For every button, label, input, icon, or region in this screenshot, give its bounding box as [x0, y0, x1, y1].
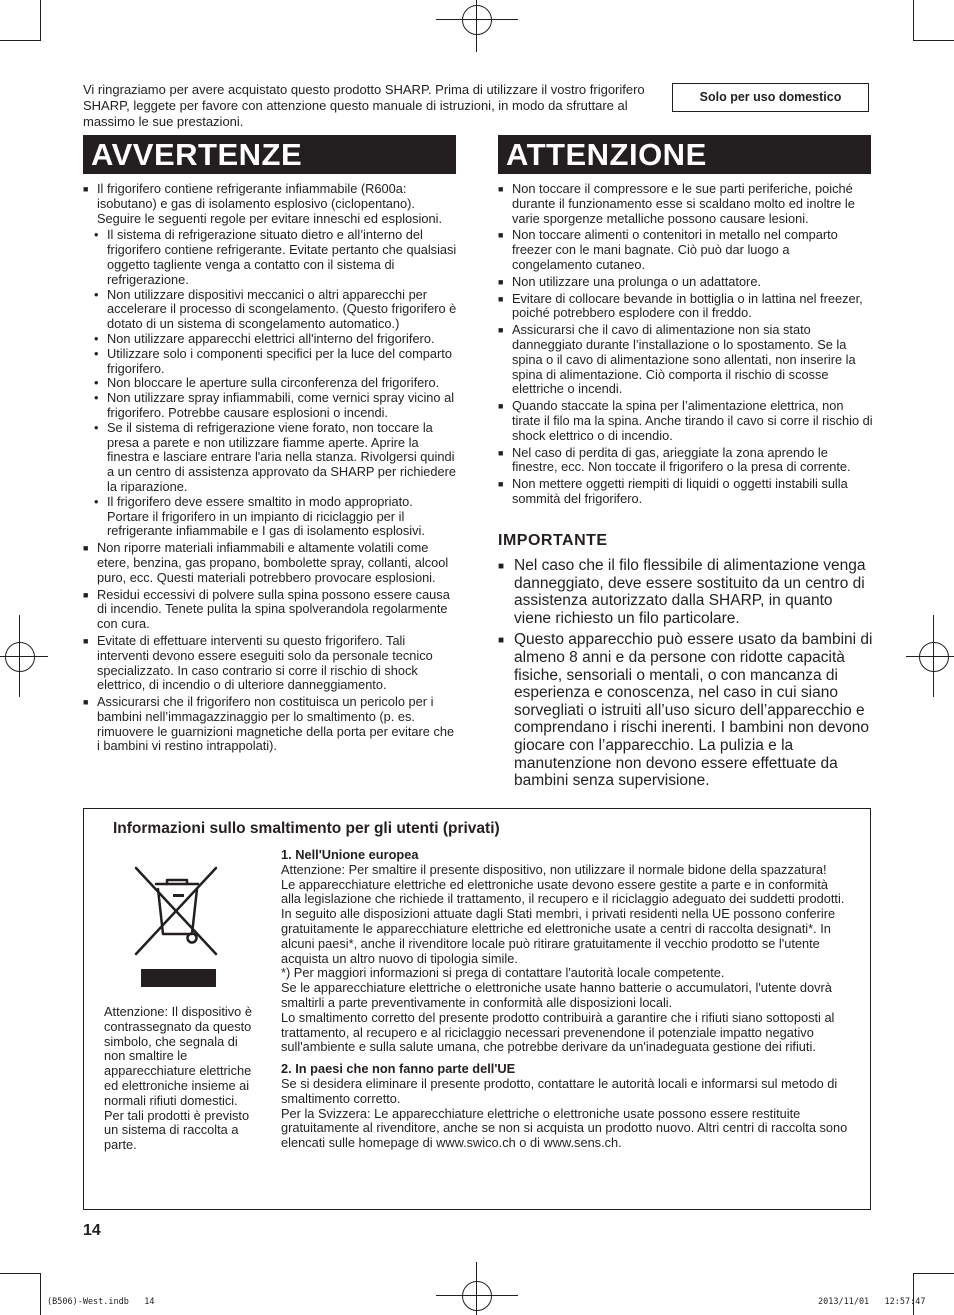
importante-list — [498, 557, 873, 794]
caution-item: ■ Assicurarsi che il cavo di alimentazione non sia stato danneggiato durante l’installazione o lo spostamento. Se la spina o il cavo di alimentazione sono allentati, non inserire la spina di alimentazione. Ciò comporta il rischio di scosse elettriche o incendi. — [498, 323, 873, 397]
crop-mark — [40, 0, 41, 41]
registration-mark — [462, 1281, 492, 1311]
eu-paragraph: Lo smaltimento corretto del presente prodotto contribuirà a garantire che i rifiuti siano sottoposti al trattamento, al recupero e al riciclaggio necessari prevenendone il potenziale impatto negativo sull'ambiente e sulla salute umana, che potrebbe derivare da un'inadeguata gestione dei rifiuti. — [281, 1009, 835, 1055]
eu-paragraph: Se le apparecchiature elettriche o elettroniche usate hanno batterie o accumulatori, l'utente dovrà smaltirli a parte preventivamente in conformità alle disposizioni locali. — [281, 980, 832, 1010]
warning-subitem: • Il frigorifero deve essere smaltito in modo appropriato. Portare il frigorifero in un impianto di riciclaggio per il refrigerante infiammabile e I gas di isolamento esplosivi. — [83, 495, 458, 539]
disposal-heading: Informazioni sullo smaltimento per gli utenti (privati) — [113, 820, 500, 837]
disposal-symbol-note: Attenzione: Il dispositivo è contrassegnato da questo simbolo, che segnala di non smaltire le apparecchiature elettriche ed elettroniche insieme ai normali rifiuti domestici. Per tali prodotti è previsto un sistema di raccolta a parte. — [104, 1004, 252, 1153]
warning-subitem: • Non utilizzare apparecchi elettrici all'interno del frigorifero. — [83, 332, 458, 347]
non-eu-paragraph: Per la Svizzera: Le apparecchiature elettriche o elettroniche usate possono essere restituite gratuitamente al rivenditore, anche se non si acquista un prodotto nuovo. Altri centri di raccolta sono elencati sulle homepage di www.swico.ch o di www.sens.ch. — [281, 1105, 848, 1151]
footer-timestamp: 2013/11/01 12:57:47 — [818, 1297, 926, 1307]
warning-subitem: • Utilizzare solo i componenti specifici per la luce del comparto frigorifero. — [83, 347, 458, 377]
warning-subitem: • Il sistema di refrigerazione situato dietro e all’interno del frigorifero contiene refrigerante. Evitate pertanto che qualsiasi oggetto tagliente venga a contatto con il sistema di refrigerazione. — [83, 228, 458, 287]
important-item: ■ Nel caso che il filo flessibile di alimentazione venga danneggiato, deve essere sostituito da un centro di assistenza autorizzato dalla SHARP, in quanto viene richiesto un filo particolare. — [498, 557, 873, 627]
crop-mark — [0, 1273, 41, 1274]
crop-mark — [436, 19, 518, 20]
crop-mark — [913, 0, 914, 41]
crop-mark — [476, 1262, 477, 1315]
caution-item: ■ Non toccare alimenti o contenitori in metallo nel comparto freezer con le mani bagnate. Ciò può dar luogo a congelamento cutaneo. — [498, 228, 873, 272]
eu-section-heading: 1. Nell'Unione europea — [281, 847, 419, 862]
caution-item: ■ Non toccare il compressore e le sue parti periferiche, poiché durante il funzionamento esse si scaldano molto ed inoltre le varie sporgenze metalliche possono causare lesioni. — [498, 182, 873, 226]
crop-mark — [906, 656, 954, 657]
eu-paragraph: *) Per maggiori informazioni si prega di contattare l'autorità locale competente. — [281, 965, 725, 981]
crop-mark — [913, 1273, 914, 1315]
crop-mark — [913, 1273, 954, 1274]
important-item: ■ Questo apparecchio può essere usato da bambini di almeno 8 anni e da persone con ridotte capacità fisiche, sensoriali o mentali, o con mancanza di esperienza e conoscenza, nel caso in cui siano sorvegliati o istruiti all’uso sicuro dell’apparecchio e comprendano i rischi inerenti. I bambini non devono giocare con l’apparecchio. La pulizia e la manutenzione non devono essere effettuate da bambini senza supervisione. — [498, 631, 873, 789]
crop-mark — [0, 40, 41, 41]
eu-paragraph: Le apparecchiature elettriche ed elettroniche usate devono essere gestite a parte e in conformità alla legislazione che richiede il trattamento, il recupero e il riciclaggio adeguato dei suddetti prodotti. — [281, 876, 845, 907]
warning-subitem: • Non utilizzare dispositivi meccanici o altri apparecchi per accelerare il processo di scongelamento. (Questo frigorifero è dotato di un sistema di scongelamento automatico.) — [83, 288, 458, 332]
crop-mark — [0, 656, 48, 657]
warning-subitem: • Se il sistema di refrigerazione viene forato, non toccare la presa a parete e non utilizzare fiamme aperte. Aprire la finestra e lasciare entrare l'aria nella stanza. Rivolgersi quindi a un centro di assistenza approvato da SHARP per richiedere la riparazione. — [83, 421, 458, 495]
crop-mark — [436, 1295, 518, 1296]
crop-mark — [913, 40, 954, 41]
warning-subitem: • Non utilizzare spray infiammabili, come vernici spray vicino al frigorifero. Potrebbe causare esplosioni o incendi. — [83, 391, 458, 421]
page-number: 14 — [83, 1222, 101, 1239]
warning-item: ■ Non riporre materiali infiammabili e altamente volatili come etere, benzina, gas propano, bombolette spray, collanti, alcool puro, ecc. Questi materiali potrebbero provocare esplosioni. — [83, 541, 458, 585]
avvertenze-list — [83, 182, 458, 756]
crop-mark — [933, 615, 934, 697]
caution-item: ■ Non mettere oggetti riempiti di liquidi o oggetti instabili sulla sommità del frigorifero. — [498, 477, 873, 507]
caution-item: ■ Evitare di collocare bevande in bottiglia o in lattina nel freezer, poiché potrebbero esplodere con il freddo. — [498, 292, 873, 322]
warning-item: ■ Residui eccessivi di polvere sulla spina possono essere causa di incendio. Tenete pulita la spina spolverandola regolarmente con cura. — [83, 588, 458, 632]
importante-heading: IMPORTANTE — [498, 532, 608, 549]
registration-mark — [919, 642, 949, 672]
avvertenze-heading: AVVERTENZE — [83, 135, 456, 174]
caution-item: ■ Non utilizzare una prolunga o un adattatore. — [498, 275, 873, 290]
registration-mark — [462, 5, 492, 35]
eu-paragraph: Attenzione: Per smaltire il presente dispositivo, non utilizzare il normale bidone della spazzatura! — [281, 861, 827, 877]
caution-item: ■ Nel caso di perdita di gas, arieggiate la zona aprendo le finestre, ecc. Non toccate il frigorifero o la presa di corrente. — [498, 446, 873, 476]
non-eu-paragraph: Se si desidera eliminare il presente prodotto, contattare le autorità locali e informarsi sul metodo di smaltimento corretto. — [281, 1075, 838, 1106]
footer-file-info: (B506)-West.indb 14 — [47, 1297, 155, 1307]
warning-subitem: • Non bloccare le aperture sulla circonferenza del frigorifero. — [83, 376, 458, 391]
domestic-use-badge: Solo per uso domestico — [672, 83, 869, 112]
eu-paragraph: In seguito alle disposizioni attuate dagli Stati membri, i privati residenti nella UE possono conferire gratuitamente le apparecchiature elettriche ed elettroniche usate a centri di raccolta designati*. In alcuni paesi*, anche il rivenditore locale può ritirare gratuitamente il vecchio prodotto se l'utente acquista un altro nuovo di tipologia simile. — [281, 906, 836, 966]
crop-mark — [476, 0, 477, 52]
crop-mark — [40, 1273, 41, 1315]
non-eu-section-heading: 2. In paesi che non fanno parte dell'UE — [281, 1061, 516, 1077]
crop-mark — [19, 615, 20, 697]
attenzione-heading: ATTENZIONE — [498, 135, 871, 174]
warning-item: ■ Evitate di effettuare interventi su questo frigorifero. Tali interventi devono essere eseguiti solo da personale tecnico specializzato. In caso contrario si corre il rischio di shock elettrico, di incendio o di ulteriore danneggiamento. — [83, 634, 458, 693]
warning-item: ■ Assicurarsi che il frigorifero non costituisca un pericolo per i bambini nell’immagazzinaggio per lo smaltimento (p. es. rimuovere le guarnizioni magnetiche della porta per evitare che i bambini vi restino intrappolati). — [83, 695, 458, 754]
warning-item: ■ Il frigorifero contiene refrigerante infiammabile (R600a: isobutano) e gas di isolamento esplosivo (ciclopentano). Seguire le seguenti regole per evitare inneschi ed esplosioni. — [83, 182, 458, 226]
intro-paragraph: Vi ringraziamo per avere acquistato questo prodotto SHARP. Prima di utilizzare il vostro frigorifero SHARP, leggete per favore con attenzione questo manuale di istruzioni, in modo da sfruttare al massimo le sue prestazioni. — [83, 82, 645, 129]
caution-item: ■ Quando staccate la spina per l’alimentazione elettrica, non tirate il filo ma la spina. Anche tirando il cavo si corre il rischio di shock elettrico o di incendio. — [498, 399, 873, 443]
disposal-details — [281, 848, 851, 1151]
registration-mark — [5, 642, 35, 672]
attenzione-list — [498, 182, 873, 509]
crossed-out-wheeled-bin-icon — [132, 862, 220, 990]
